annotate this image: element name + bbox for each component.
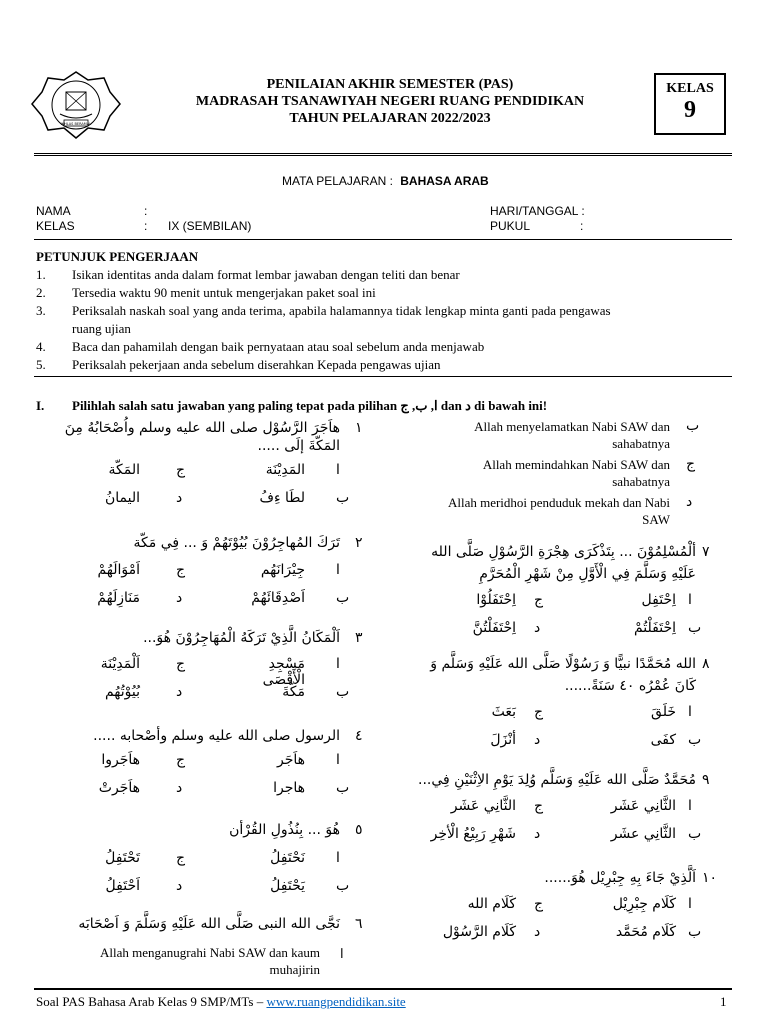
footer-label: Soal PAS Bahasa Arab Kelas 9 SMP/MTs –: [36, 994, 267, 1009]
instruction-item: 2. Tersedia waktu 90 menit untuk mengerjakan paket soal ini: [36, 285, 376, 300]
option-text: اَصْدِقَائَهُمْ: [251, 590, 305, 606]
option-letter: ا: [336, 462, 340, 478]
option-text: خَلَقَ: [651, 704, 676, 720]
question-number: ٦: [355, 916, 363, 932]
option-letter: ب: [336, 590, 350, 606]
question-number: ٧: [702, 544, 710, 560]
instruction-item: 3. Periksalah naskah soal yang anda terima, apabila halamannya tidak lengkap minta ganti pada pengawas: [36, 303, 611, 318]
option-text: أنْزَلَ: [490, 732, 516, 748]
question-text: مُحَمَّدٌ صَلَّى الله عَلَيْهِ وَسَلَّم وُلِدَ يَوْمِ الاِثْنَيْنِ فِي...: [418, 772, 696, 788]
option-text: اَلْمَدِيْنَة: [100, 656, 140, 672]
footer-divider: [34, 988, 732, 990]
option-text: هاَجَر: [276, 752, 305, 768]
option-text: نَحْتَفِلُ: [270, 850, 305, 866]
q6-option-letter: ب: [686, 418, 700, 434]
q6-option-line2: SAW: [642, 512, 670, 527]
option-text: تَحْتَفِلُ: [105, 850, 140, 866]
instruction-item: ruang ujian: [72, 321, 131, 336]
option-letter: ج: [176, 656, 186, 672]
footer-link[interactable]: www.ruangpendidikan.site: [266, 994, 406, 1009]
option-text: المَكّة: [108, 462, 140, 478]
option-letter: ج: [534, 704, 544, 720]
option-text: الثَّانِي عشَر: [610, 826, 676, 842]
option-text: يَحْتَفِلُ: [270, 878, 305, 894]
option-text: هاَجَروا: [101, 752, 140, 768]
kelas-box: [654, 73, 726, 135]
question-text: ألْمُسْلِمُوْنَ ... بِتَذْكَرَى هِجْرَةِ الرَّسُوْلِ صَلَّى الله: [431, 544, 696, 560]
option-text: الثَّانِي عَشَر: [610, 798, 676, 814]
option-text: اِحْتَفَلْتُنَّ: [472, 620, 516, 636]
question-number: ٩: [702, 772, 710, 788]
option-letter: ا: [688, 896, 692, 912]
question-number: ١٠: [702, 870, 718, 886]
option-text: شَهْرِ رَبِيْعُ الْأخِر: [430, 826, 516, 842]
option-text: كَلَام الله: [467, 896, 516, 912]
option-text: اليمانُ: [104, 490, 140, 506]
subject-line: [282, 174, 489, 188]
instruction-item: 5. Periksalah pekerjaan anda sebelum diserahkan Kepada pengawas ujian: [36, 357, 441, 372]
option-letter: د: [176, 684, 183, 700]
option-letter: ب: [688, 826, 702, 842]
option-letter: ا: [688, 704, 692, 720]
option-letter: ج: [176, 850, 186, 866]
option-text: المَدِيْنَة: [265, 462, 305, 478]
option-letter: د: [176, 878, 183, 894]
kelas-value: 9: [684, 97, 696, 123]
option-text: بَعَثَ: [491, 704, 516, 720]
svg-text:IKHLAS BERAMAL: IKHLAS BERAMAL: [60, 122, 92, 126]
question-text: الله مُحَمَّدًا نبيًّا وَ رَسُوْلًا صَلَّى الله عَلَيْهِ وَسَلَّم وَ: [430, 656, 696, 672]
q6-option-text: [400, 418, 670, 452]
option-letter: ج: [534, 592, 544, 608]
nama-colon: :: [144, 204, 148, 218]
question-text: تَرَكَ المُهاجِرُوْنَ بُيُوْتَهُمْ وَ ... فِي مَكّة: [133, 535, 340, 551]
kelas-label-id: KELAS: [36, 219, 75, 233]
instruction-item: 4. Baca dan pahamilah dengan baik pernyataan atau soal sebelum anda menjawab: [36, 339, 485, 354]
section-instruction: Pilihlah salah satu jawaban yang paling tepat pada pilihan ا, ب, ج dan د di bawah ini!: [72, 398, 548, 413]
option-text: كَلَام الرَّسُوْل: [442, 924, 516, 940]
option-letter: ج: [176, 562, 186, 578]
instructions-title: PETUNJUK PENGERJAAN: [36, 249, 199, 264]
option-letter: ب: [336, 684, 350, 700]
option-letter: د: [176, 490, 183, 506]
nama-label: NAMA: [36, 204, 71, 218]
question-text: المَكّةَ إلَى .....: [257, 438, 340, 454]
option-letter: ا: [336, 752, 340, 768]
option-letter: د: [176, 590, 183, 606]
hari-tanggal-label: HARI/TANGGAL :: [490, 204, 585, 218]
q6-option-a-line2: muhajirin: [269, 962, 320, 977]
q6-option-a-letter: ا: [340, 946, 344, 961]
option-text: مَنَازِلَهُمْ: [97, 590, 140, 606]
subject-value: BAHASA ARAB: [400, 174, 489, 188]
option-text: مَسْجِدِ الْأَقْصَى: [262, 656, 305, 688]
ministry-logo: [30, 70, 122, 140]
option-letter: ج: [534, 896, 544, 912]
q6-option-line2: sahabatnya: [612, 436, 670, 451]
question-text: الرسول صلى الله عليه وسلم وأصْحابه .....: [93, 728, 340, 744]
option-text: اَحْتَفِلُ: [105, 878, 140, 894]
option-text: اِحْتَفَلُوْا: [476, 592, 516, 608]
q6-option-line1: Allah meridhoi penduduk mekah dan Nabi: [447, 495, 670, 510]
option-text: كفَى: [650, 732, 676, 748]
option-text: جِيْرَانَهُم: [260, 562, 305, 578]
q6-option-a-line1: Allah menganugrahi Nabi SAW dan kaum: [99, 945, 320, 960]
question-text: نَجَّى الله النبى صَلَّى الله عَلَيْهِ وَسَلَّمَ وَ اَصْحَابَه: [78, 916, 340, 932]
option-letter: ب: [336, 490, 350, 506]
option-letter: ج: [176, 752, 186, 768]
option-letter: ب: [688, 732, 702, 748]
kelas-value-id: IX (SEMBILAN): [168, 219, 252, 233]
option-letter: د: [534, 826, 541, 842]
question-text: هُوَ ... بِنُذُولِ القُرْأن: [229, 822, 340, 838]
option-text: هاَجَرتْ: [98, 780, 140, 796]
subject-label: MATA PELAJARAN :: [282, 174, 393, 188]
question-text: اَلَّذِيْ جَاءَ بِهِ جِبْرِيْل هُوَ......: [544, 870, 696, 886]
option-text: بُيُوْتُهُم: [104, 684, 140, 700]
header-line-2: MADRASAH TSANAWIYAH NEGERI RUANG PENDIDIKAN: [195, 94, 585, 109]
question-number: ٣: [355, 630, 363, 646]
instruction-item: 1. Isikan identitas anda dalam format lembar jawaban dengan teliti dan benar: [36, 267, 460, 282]
q6-option-line1: Allah menyelamatkan Nabi SAW dan: [474, 419, 670, 434]
option-letter: د: [534, 620, 541, 636]
option-letter: ب: [336, 780, 350, 796]
option-letter: ب: [688, 924, 702, 940]
option-letter: ا: [336, 562, 340, 578]
q6-option-text: [400, 494, 670, 528]
question-number: ٢: [355, 535, 363, 551]
option-letter: ا: [688, 592, 692, 608]
option-letter: ج: [534, 798, 544, 814]
question-text: هاَجَرَ الرَّسُوْل صلى الله عليه وسلم واُصْحَابُهُ مِنَ: [64, 420, 340, 436]
option-text: كَلَام مُحَمَّد: [615, 924, 676, 940]
option-text: اِحْتَفِل: [641, 592, 676, 608]
option-text: الثَّانِي عَشَر: [450, 798, 516, 814]
option-letter: ب: [688, 620, 702, 636]
question-number: ١: [355, 420, 363, 436]
pukul-colon: :: [580, 219, 584, 233]
q6-option-text: [400, 456, 670, 490]
kelas-label: KELAS: [666, 81, 714, 96]
option-text: مَكّةَ: [282, 684, 305, 700]
identity-divider: [34, 239, 732, 240]
question-text: عَلَيْهِ وَسَلَّمَ فِي الْأَوَّلِ مِنْ شَهْرِ الْمُحَرَّمِ: [479, 566, 696, 582]
option-letter: ج: [176, 462, 186, 478]
kelas-colon: :: [144, 219, 148, 233]
question-text: اَلْمَكَانُ الَّذِيْ تَرَكَهُ الْمُهَاجِرُوْنَ هُوَ...: [143, 630, 340, 646]
footer-text: [36, 994, 406, 1010]
pukul-label: PUKUL: [490, 219, 531, 233]
option-letter: ا: [688, 798, 692, 814]
question-number: ٨: [702, 656, 710, 672]
option-letter: ا: [336, 850, 340, 866]
question-number: ٤: [355, 728, 363, 744]
option-letter: ا: [336, 656, 340, 672]
q6-option-line1: Allah memindahkan Nabi SAW dan: [482, 457, 670, 472]
instructions-divider: [34, 376, 732, 377]
q6-option-letter: ج: [686, 456, 696, 472]
q6-option-a-text: [58, 944, 320, 978]
instructions-list: [36, 266, 736, 374]
option-text: كَلَام جِبْرِيْل: [612, 896, 676, 912]
option-letter: ب: [336, 878, 350, 894]
option-text: اَمْوَالَهُمْ: [97, 562, 140, 578]
section-number: I.: [36, 398, 45, 413]
page-number: 1: [720, 994, 727, 1009]
header-line-1: PENILAIAN AKHIR SEMESTER (PAS): [266, 77, 514, 92]
option-text: لطَا ءِفُ: [259, 490, 305, 506]
question-number: ٥: [355, 822, 363, 838]
option-letter: د: [534, 924, 541, 940]
option-letter: د: [176, 780, 183, 796]
option-letter: د: [534, 732, 541, 748]
header-line-3: TAHUN PELAJARAN 2022/2023: [289, 111, 491, 126]
header-divider: [34, 153, 732, 156]
option-text: هاجرا: [273, 780, 305, 796]
q6-option-line2: sahabatnya: [612, 474, 670, 489]
q6-option-letter: د: [686, 494, 693, 510]
option-text: اِحْتَفَلْتُمْ: [633, 620, 676, 636]
question-text: كَانَ عُمْرُه ٤٠ سَنَةً......: [564, 678, 696, 694]
